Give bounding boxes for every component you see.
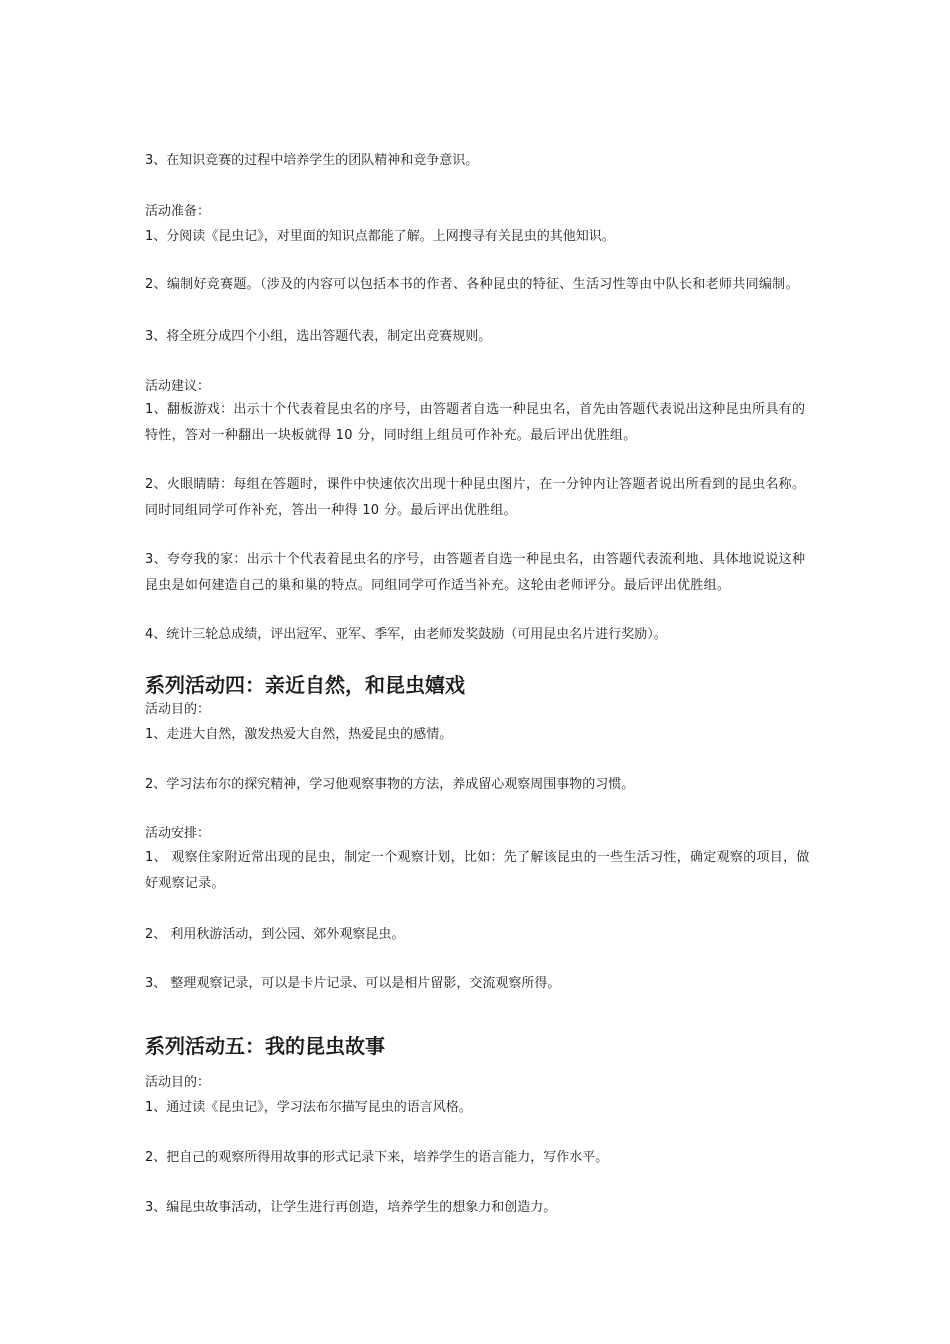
goal-item-3: 3、在知识竞赛的过程中培养学生的团队精神和竞争意识。 <box>145 153 479 168</box>
activity-4-plan-3: 3、 整理观察记录，可以是卡片记录、可以是相片留影，交流观察所得。 <box>145 976 561 991</box>
suggestions-item-2: 2、火眼睛睛：每组在答题时，课件中快速依次出现十种昆虫图片，在一分钟内让答题者说出所看到的昆虫名称。同时同组同学可作补充，答出一种得 10 分。最后评出优胜组。 <box>145 477 806 518</box>
preparation-item-3: 3、将全班分成四个小组，选出答题代表，制定出竞赛规则。 <box>145 329 492 344</box>
activity-4-plan-1: 1、 观察住家附近常出现的昆虫，制定一个观察计划，比如：先了解该昆虫的一些生活习性，确定观察的项目，做好观察记录。 <box>145 850 810 891</box>
preparation-label: 活动准备： <box>145 204 211 219</box>
activity-4-goal-1: 1、走进大自然，激发热爱大自然，热爱昆虫的感情。 <box>145 727 453 742</box>
activity-4-plan-label: 活动安排： <box>145 826 211 841</box>
activity-5-goal-1: 1、通过读《昆虫记》，学习法布尔描写昆虫的语言风格。 <box>145 1100 472 1115</box>
suggestions-item-3: 3、夸夸我的家：出示十个代表着昆虫名的序号，由答题者自选一种昆虫名，由答题代表流利地、具体地说说这种昆虫是如何建造自己的巢和巢的特点。同组同学可作适当补充。这轮由老师评分。最后评出优胜组。 <box>145 552 806 593</box>
activity-4-goal-label: 活动目的： <box>145 702 211 717</box>
preparation-item-1: 1、分阅读《昆虫记》，对里面的知识点都能了解。上网搜寻有关昆虫的其他知识。 <box>145 229 615 244</box>
preparation-item-2: 2、编制好竞赛题。（涉及的内容可以包括本书的作者、各种昆虫的特征、生活习性等由中队长和老师共同编制。 <box>145 277 799 292</box>
suggestions-item-4: 4、统计三轮总成绩，评出冠军、亚军、季军，由老师发奖鼓励（可用昆虫名片进行奖励）。 <box>145 627 667 642</box>
suggestions-item-1: 1、翻板游戏：出示十个代表着昆虫名的序号，由答题者自选一种昆虫名，首先由答题代表说出这种昆虫所具有的特性，答对一种翻出一块板就得 10 分，同时组上组员可作补充。最后评出优胜组。 <box>145 402 806 443</box>
activity-4-title: 系列活动四：亲近自然，和昆虫嬉戏 <box>145 673 465 697</box>
activity-5-title: 系列活动五：我的昆虫故事 <box>145 1034 385 1058</box>
suggestions-label: 活动建议： <box>145 379 211 394</box>
activity-5-goal-label: 活动目的： <box>145 1075 211 1090</box>
activity-4-plan-2: 2、 利用秋游活动，到公园、郊外观察昆虫。 <box>145 927 405 942</box>
activity-5-goal-2: 2、把自己的观察所得用故事的形式记录下来，培养学生的语言能力，写作水平。 <box>145 1150 609 1165</box>
activity-5-goal-3: 3、编昆虫故事活动，让学生进行再创造，培养学生的想象力和创造力。 <box>145 1200 557 1215</box>
activity-4-goal-2: 2、学习法布尔的探究精神，学习他观察事物的方法，养成留心观察周围事物的习惯。 <box>145 777 635 792</box>
